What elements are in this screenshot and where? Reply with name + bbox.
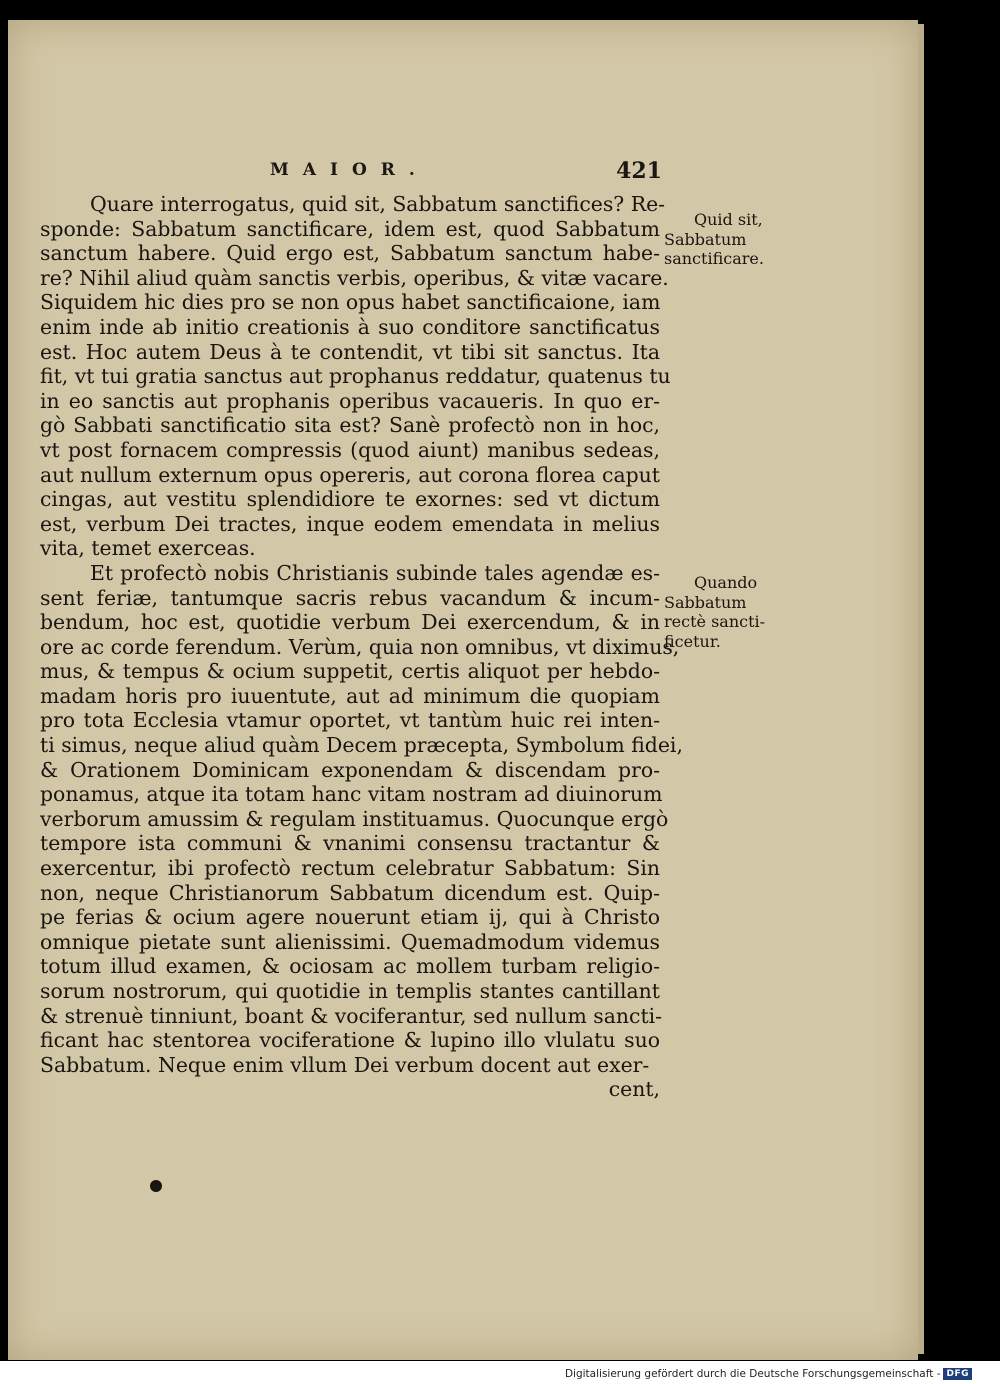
body-line: non, neque Christianorum Sabbatum dicendum est. Quip- — [40, 880, 660, 905]
body-line: Siquidem hic dies pro se non opus habet sanctificaione, iam — [40, 290, 661, 315]
body-line: gò Sabbati sanctificatio sita est? Sanè profectò non in hoc, — [40, 413, 660, 438]
body-line: vita, temet exerceas. — [40, 536, 256, 561]
body-line: & strenuè tinniunt, boant & vociferantur, sed nullum sancti- — [40, 1003, 663, 1028]
body-line: ti simus, neque aliud quàm Decem præcepta, Symbolum fidei, — [40, 733, 683, 758]
marginal-note-quando — [664, 573, 784, 651]
marginal-line: Quando — [694, 573, 758, 592]
running-head-title: MAIOR. — [270, 160, 429, 180]
body-line: est. Hoc autem Deus à te contendit, vt tibi sit sanctus. Ita — [40, 339, 660, 364]
body-line: ore ac corde ferendum. Verùm, quia non omnibus, vt diximus, — [40, 634, 680, 659]
body-line: mus, & tempus & ocium suppetit, certis aliquot per hebdo- — [40, 659, 660, 684]
body-line: aut nullum externum opus opereris, aut corona florea caput — [40, 462, 660, 487]
body-line: vt post fornacem compressis (quod aiunt) manibus sedeas, — [40, 437, 660, 462]
marginal-note-quid-sit — [664, 210, 784, 269]
body-line: cingas, aut vestitu splendidiore te exornes: sed vt dictum — [40, 487, 660, 512]
body-line: omnique pietate sunt alienissimi. Quemadmodum videmus — [40, 929, 660, 954]
body-line: re? Nihil aliud quàm sanctis verbis, operibus, & vitæ vacare. — [40, 265, 669, 290]
body-line: in eo sanctis aut prophanis operibus vacaueris. In quo er- — [40, 388, 660, 413]
body-line: sorum nostrorum, qui quotidie in templis stantes cantillant — [40, 979, 660, 1003]
footer-credit — [565, 1365, 972, 1383]
marginal-line: Quid sit, — [694, 210, 763, 229]
body-line: sponde: Sabbatum sanctificare, idem est, quod Sabbatum — [40, 216, 660, 241]
body-line: cent, — [608, 1077, 660, 1102]
marginal-line: ficetur. — [664, 631, 721, 651]
body-line: verborum amussim & regulam instituamus. Quocunque ergò — [40, 806, 669, 831]
body-line: pe ferias & ocium agere nouerunt etiam ij, qui à Christo — [40, 905, 660, 930]
body-line: Quare interrogatus, quid sit, Sabbatum sanctifices? Re- — [90, 192, 666, 216]
body-line: bendum, hoc est, quotidie verbum Dei exercendum, & in — [40, 610, 660, 635]
body-text — [40, 192, 683, 1102]
body-line: sanctum habere. Quid ergo est, Sabbatum sanctum habe- — [40, 241, 660, 266]
body-line: exercentur, ibi profectò rectum celebratur Sabbatum: Sin — [40, 856, 660, 881]
running-head — [60, 158, 660, 188]
body-line: fit, vt tui gratia sanctus aut prophanus reddatur, quatenus tu — [40, 364, 671, 389]
page-number: 421 — [616, 158, 662, 184]
body-line: enim inde ab initio creationis à suo conditore sanctificatus — [40, 314, 660, 339]
marginal-line: Sabbatum — [664, 229, 747, 249]
body-line: tempore ista communi & vnanimi consensu tractantur & — [40, 831, 660, 856]
body-line: totum illud examen, & ociosam ac mollem turbam religio- — [40, 954, 660, 979]
dfg-logo: DFG — [943, 1368, 972, 1380]
marginal-line: sanctificare. — [664, 249, 764, 268]
marginal-line: rectè sancti- — [664, 612, 766, 631]
body-line: Et profectò nobis Christianis subinde tales agendæ es- — [90, 560, 660, 585]
body-line: madam horis pro iuuentute, aut ad minimum die quopiam — [40, 683, 660, 708]
body-line: & Orationem Dominicam exponendam & discendam pro- — [40, 757, 660, 782]
body-line: est, verbum Dei tractes, inque eodem emendata in melius — [40, 511, 660, 536]
ink-spot — [150, 1180, 162, 1192]
body-line: Sabbatum. Neque enim vllum Dei verbum docent aut exer- — [40, 1052, 650, 1077]
body-line: ponamus, atque ita totam hanc vitam nostram ad diuinorum — [40, 782, 663, 807]
body-line: sent feriæ, tantumque sacris rebus vacandum & incum- — [40, 585, 660, 610]
marginal-line: Sabbatum — [664, 592, 747, 612]
page-edge — [918, 24, 924, 1354]
body-line: pro tota Ecclesia vtamur oportet, vt tantùm huic rei inten- — [40, 708, 660, 733]
footer-credit-text: Digitalisierung gefördert durch die Deutsche Forschungsgemeinschaft - — [564, 1368, 941, 1380]
body-line: ficant hac stentorea vociferatione & lupino illo vlulatu suo — [40, 1028, 660, 1053]
